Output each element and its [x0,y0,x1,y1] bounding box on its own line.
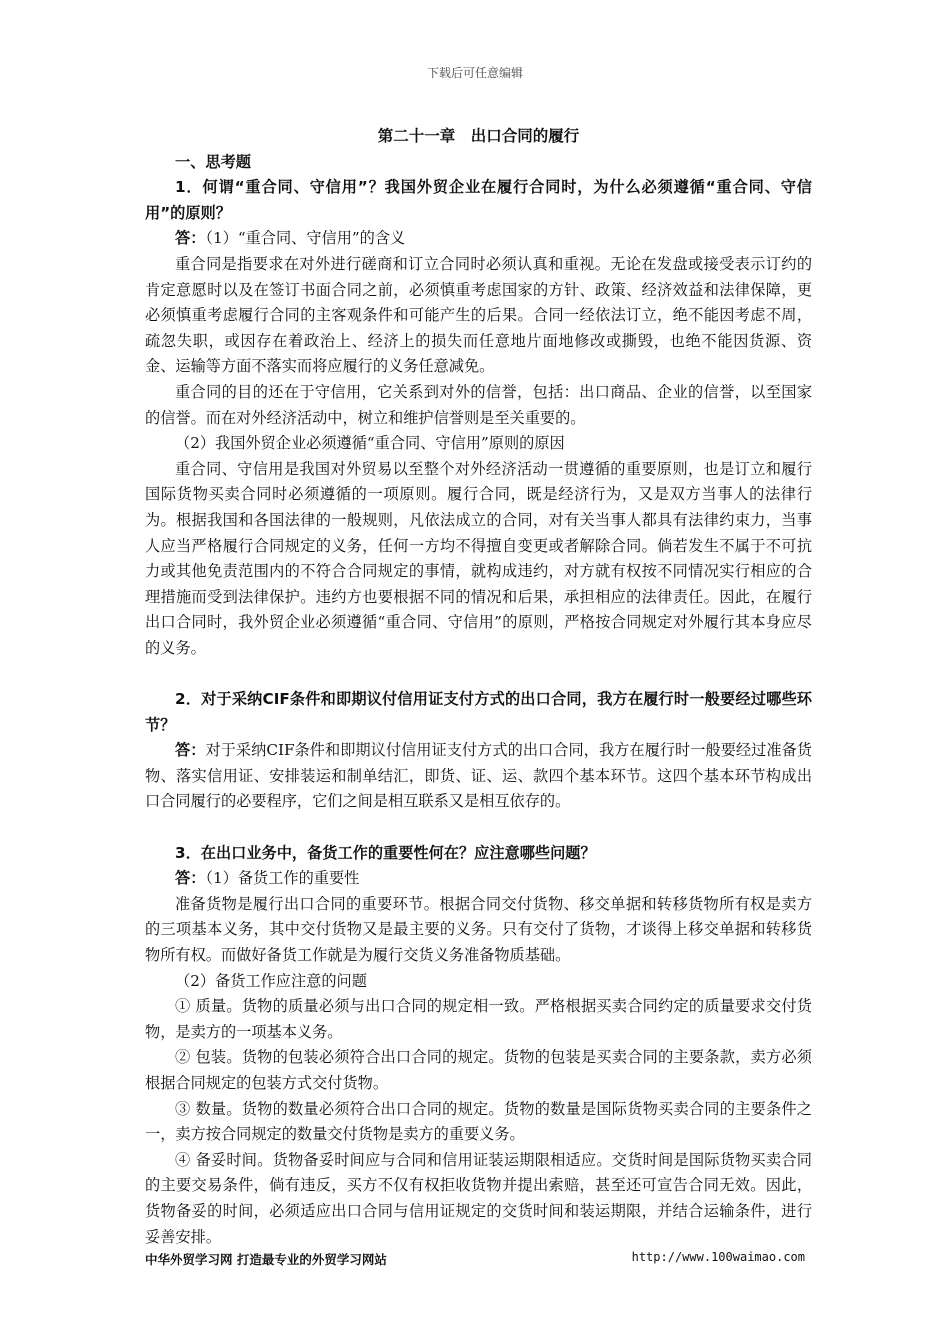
question-2: 2．对于采纳CIF条件和即期议付信用证支付方式的出口合同，我方在履行时一般要经过哪些环节？ [145,690,812,734]
footer-site-slogan: 中华外贸学习网 打造最专业的外贸学习网站 [145,1252,387,1267]
section-title: 一、思考题 [175,152,251,171]
answer-1-paragraph-3: （2）我国外贸企业必须遵循“重合同、守信用”原则的原因 [175,434,565,453]
answer-2-text: 对于采纳CIF条件和即期议付信用证支付方式的出口合同，我方在履行时一般要经过准备货物、落实信用证、安排装运和制单结汇，即货、证、运、款四个基本环节。这四个基本环节构成出口合同履行的必要程序，它们之间是相互联系又是相互依存的。 [145,741,812,811]
header-note: 下载后可任意编辑 [426,66,523,80]
question-3: 3．在出口业务中，备货工作的重要性何在？应注意哪些问题？ [175,843,596,862]
answer-1-paragraph-4: 重合同、守信用是我国对外贸易以至整个对外经济活动一贯遵循的重要原则，也是订立和履行国际货物买卖合同时必须遵循的一项原则。履行合同，既是经济行为，又是双方当事人的法律行为。根据我国和各国法律的一般规则，凡依法成立的合同，对有关当事人都具有法律约束力，当事人应当严格履行合同规定的义务，任何一方均不得擅自变更或者解除合同。倘若发生不属于不可抗力或其他免责范围内的不符合合同规定的事情，就构成违约，对方就有权按不同情况实行相应的合理措施而受到法律保护。违约方也要根据不同的情况和后果，承担相应的法律责任。因此，在履行出口合同时，我外贸企业必须遵循“重合同、守信用”的原则，严格按合同规定对外履行其本身应尽的义务。 [145,459,812,657]
answer-3-paragraph-2: （2）备货工作应注意的问题 [175,971,367,990]
answer-3-paragraph-1: 准备货物是履行出口合同的重要环节。根据合同交付货物、移交单据和转移货物所有权是卖方的三项基本义务，其中交付货物又是最主要的义务。只有交付了货物，才谈得上移交单据和转移货物所有权。而做好备货工作就是为履行交货义务准备物质基础。 [145,894,812,964]
answer-label: 答： [175,229,206,248]
question-1: 1．何谓“重合同、守信用”？我国外贸企业在履行合同时，为什么必须遵循“重合同、守信用”的原则？ [145,178,812,222]
list-item: ① 质量。货物的质量必须与出口合同的规定相一致。严格根据买卖合同约定的质量要求交付货物，是卖方的一项基本义务。 [145,997,812,1041]
spacer [145,661,812,687]
footer-url: http://www.100waimao.com [631,1250,805,1264]
answer-1-intro [145,226,812,252]
answer-3-intro [145,866,812,892]
answer-1-paragraph-2: 重合同的目的还在于守信用，它关系到对外的信誉，包括：出口商品、企业的信誉，以至国家的信誉。而在对外经济活动中，树立和维护信誉则是至关重要的。 [145,382,812,427]
answer-label: 答： [175,869,206,888]
answer-1-paragraph-1: 重合同是指要求在对外进行磋商和订立合同时必须认真和重视。无论在发盘或接受表示订约的肯定意愿时以及在签订书面合同之前，必须慎重考虑国家的方针、政策、经济效益和法律保障，更必须慎重考虑履行合同的主客观条件和可能产生的后果。合同一经依法订立，绝不能因考虑不周，疏忽失职，或因存在着政治上、经济上的损失而任意地片面地修改或撕毁，也绝不能因货源、资金、运输等方面不落实而将应履行的义务任意减免。 [145,254,812,376]
page-footer [145,1250,805,1268]
list-item: ③ 数量。货物的数量必须符合出口合同的规定。货物的数量是国际货物买卖合同的主要条件之一，卖方按合同规定的数量交付货物是卖方的重要义务。 [145,1099,812,1144]
answer-1-intro-text: （1）“重合同、守信用”的含义 [205,229,406,248]
spacer [145,815,812,841]
chapter-title: 第二十一章 出口合同的履行 [377,127,580,145]
list-item: ② 包装。货物的包装必须符合出口合同的规定。货物的包装是买卖合同的主要条款，卖方必须根据合同规定的包装方式交付货物。 [145,1048,812,1092]
answer-2 [145,738,812,815]
document-body [145,124,812,1250]
answer-label: 答： [175,741,206,760]
list-item: ④ 备妥时间。货物备妥时间应与合同和信用证装运期限相适应。交货时间是国际货物买卖合同的主要交易条件，倘有违反，买方不仅有权拒收货物并提出索赔，甚至还可宣告合同无效。因此，货物备妥的时间，必须适应出口合同与信用证规定的交货时间和装运期限，并结合运输条件，进行妥善安排。 [145,1150,812,1246]
answer-3-intro-text: （1）备货工作的重要性 [205,869,360,888]
